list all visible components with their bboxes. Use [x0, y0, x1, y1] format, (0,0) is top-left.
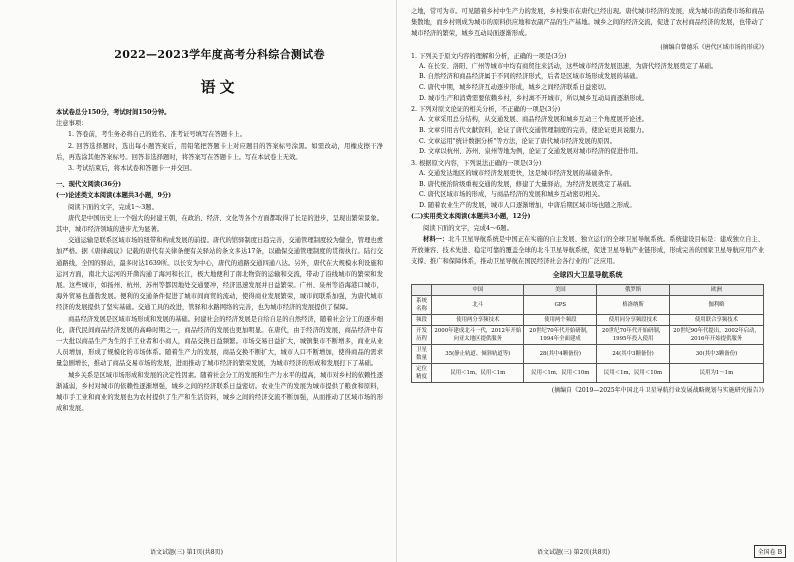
passage-paragraph: 城乡关系是区域市场形成和发展的决定性因素。随着社会分工的发展和生产力水平的提高，城市对乡村的依赖性逐渐减弱，乡村对城市的依赖性逐渐增强，城乡之间的经济联系日益密切。农业生产的发展为城市提供了粮食和原料，城市手工业和商业的发展也为农村提供了生产和生活资料，城乡之间的经济交流不断加强，从而推动了区域市场的形成和发展。 — [56, 371, 383, 413]
answer-option: A. 交通发达地区的城市经济发展更快，这是城市经济发展的基础条件。 — [419, 169, 617, 177]
table-cell: 格洛纳斯 — [597, 296, 670, 315]
answer-option: A. 文章采用总分结构，从交通发展、商品经济发展和城乡互动三个角度展开论述。 — [419, 116, 648, 124]
reading-instruction: 阅读下面的文字，完成1～3题。 — [68, 203, 158, 211]
passage-paragraph: 商品经济发展是区域市场形成和发展的基础。封建社会的经济发展是自给自足的自然经济，随着社会分工的逐步细化，唐代民间商品经济发展的高峰时期之一，商品经济的发展也更加明显。在唐代，由于经济的发展，商品经济中有一大批以商品生产为生的手工业者和小商人，商品交换日益频繁。市场交易日益扩大，城镇集市不断增多，商业从业人员增加，形成了规模化的市场体系。随着生产力的发展，商品交换不断扩大，城市人口不断增加，使得商品的需求量急剧增长，推动了商品交易市场的发展，进而推动了城市经济的繁荣发展，为城市经济的形成和发展打下了基础。 — [56, 315, 383, 368]
subject-title: 语文 — [200, 78, 239, 96]
table-row — [412, 326, 764, 345]
exam-notice: 本试卷总分150分，考试时间150分钟。 — [56, 109, 171, 116]
table-cell: 民用＜1m，民用＜10m — [524, 364, 597, 383]
page-footer: 语文试题(三) 第1页(共8页) — [150, 549, 223, 556]
table-header-cell: 俄罗斯 — [597, 285, 670, 296]
table-cell: 定位精度 — [412, 364, 432, 383]
source-citation: (摘编自《2019—2025年中国北斗卫星导航行业发展战略规划与实施研究报告》) — [551, 387, 764, 395]
table-row — [412, 315, 764, 326]
table-header-row — [412, 285, 764, 296]
navigation-systems-table — [411, 284, 764, 383]
table-cell: 民用为1～1m — [669, 364, 763, 383]
table-cell: 20世纪70年代开始研制，1995年投入使用 — [597, 326, 670, 345]
passage-paragraph: 交通运输是联系区域市场的纽带和构成发展的前提。唐代的馆驿制度日趋完善，交通管理制度较为健全，管理也愈加严格。据《唐律疏议》记载的唐代有关律条便有关驿站的条文多达17条，以确保交通管理制度的贯彻执行。陆行交通路线，全国的驿站，最多时达1639所。以长安为中心，唐代的道路交通四通八达。另外，唐代在大规模水利设施和运河方面，南北大运河的开凿沟通了海河和长江，极大地便利了南北物资的运输和交流，带动了沿线城市的繁荣和发展。这些城市，如扬州、杭州、苏州等都因地处交通要冲，经济迅速发展并日益繁荣。广州、泉州等沿海港口城市，海外贸易也蓬勃发展。便利的交通条件促进了城市间商贸的流动，使得商业发展繁荣，城市间联系加强，为唐代城市经济的发展提供了坚实基础。交通工具的改进，管驿和水路网络的完善，也为城市经济的发展提供了保障。 — [56, 237, 383, 312]
source-citation: (摘编自曾德乐《唐代区域市场的形成》) — [660, 43, 764, 51]
table-cell: 24(其中3颗备份) — [597, 345, 670, 364]
table-cell: 使用联合享频技术 — [669, 315, 763, 326]
table-cell: 28(其中4颗备份) — [524, 345, 597, 364]
table-cell: GPS — [524, 296, 597, 315]
material-label: 材料一： — [423, 235, 449, 243]
table-caption: 全球四大卫星导航系统 — [552, 270, 623, 280]
material-paragraph: 北斗卫星导航系统是中国正在实施的自主发展、独立运行的全球卫星导航系统。系统建设目标是：建成独立自主、开放兼容、技术先进、稳定可靠的覆盖全球的北斗卫星导航系统，促进卫星导航产业链形成，形成完善的国家卫星导航应用产业支撑、推广和保障体系，推动卫星导航在国民经济社会各行业的广泛应用。 — [411, 235, 765, 266]
table-row — [412, 296, 764, 315]
table-cell: 民用＜1m，民用＜10m — [597, 364, 670, 383]
answer-option: D. 城市生产和消费需要依赖乡村，乡村离不开城市，所以城乡互动局面逐渐形成。 — [419, 94, 649, 102]
question-stem: 1. 下列关于原文内容的理解和分析，正确的一项是(3分) — [411, 52, 567, 60]
table-row — [412, 364, 764, 383]
table-header-cell — [412, 285, 432, 296]
table-cell: 使用两个频段 — [524, 315, 597, 326]
answer-option: C. 唐代中期，城乡经济互动逐步形成，城乡之间经济联系日益密切。 — [419, 84, 611, 91]
answer-option: B. 自然经济和商品经济属于不同的经济形式，后者是区域市场形成发展的基础。 — [419, 73, 642, 81]
exam-title: 2022—2023学年度高考分科综合测试卷 — [114, 48, 325, 61]
table-row — [412, 345, 764, 364]
question-stem: 3. 根据原文内容，下列说法正确的一项是(3分) — [411, 159, 542, 167]
answer-option: D. 文章以杭州、苏州、泉州等地为例，论证了交通发展对城市经济的促进作用。 — [419, 148, 642, 156]
answer-option: A. 在长安、洛阳、广州等城市中均有商贸往来活动，这些城市经济发展迅速，为唐代经济发展奠定了基础。 — [419, 62, 718, 70]
reading-instruction: 阅读下面的文字，完成4～6题。 — [423, 224, 513, 232]
table-cell: 20世纪70年代开始研制，1994年全面建成 — [524, 326, 597, 345]
table-cell: 民用＜1m，民用＜1m — [432, 364, 524, 383]
table-cell: 卫星数量 — [412, 345, 432, 364]
subsection-heading: (一)论述类文本阅读(本题共3小题，9分) — [56, 192, 172, 200]
answer-option: C. 唐代区域市场的形成，与商品经济的发展和城乡互动密切相关。 — [419, 191, 604, 199]
passage-paragraph: 之地，常可为市。可见随着乡村中生产力的发展，乡村集市在唐代已经出现。唐代城市经济的发展，成为城市的消费市场和商品集散地，而乡村则成为城市的原料供应地和农副产品的生产基地。城乡之间的经济交流，促进了农村商品经济的发展，也带动了城市经济的繁荣，城乡互动局面逐渐形成。 — [411, 8, 764, 38]
table-cell: 使用两分享频技术 — [432, 315, 524, 326]
right-page — [397, 0, 794, 562]
answer-option: B. 唐代统治阶级重视交通的发展，修建了大量驿站，为经济发展奠定了基础。 — [419, 180, 636, 188]
table-cell: 频段 — [412, 315, 432, 326]
table-cell: 系统名称 — [412, 296, 432, 315]
table-cell: 开发历程 — [412, 326, 432, 345]
answer-option: C. 文章运用"统计数据分析"等方法，论证了唐代城市经济发展的原因。 — [419, 137, 616, 145]
rules-heading: 注意事项： — [56, 120, 88, 128]
table-cell: 35(静止轨道、倾斜轨道等) — [432, 345, 524, 364]
table-header-cell: 美国 — [524, 285, 597, 296]
answer-option: D. 随着农业生产的发展，城市人口逐渐增加，中唐后期区域市场也随之形成。 — [419, 201, 636, 209]
passage-paragraph: 唐代是中国历史上一个强大的封建王朝，在政治、经济、文化等各个方面都取得了长足的进步，呈现出繁荣景象。其中，城市经济领域的进步尤为显著。 — [56, 214, 383, 234]
table-cell: 伽利略 — [669, 296, 763, 315]
edition-badge: 全国卷 B — [754, 545, 786, 558]
table-header-cell: 欧洲 — [669, 285, 763, 296]
section-heading: 一、现代文阅读(36分) — [56, 181, 122, 189]
table-header-cell: 中国 — [432, 285, 524, 296]
rule-item: 1. 答卷前，考生务必将自己的姓名、准考证号填写在答题卡上。 — [68, 131, 247, 139]
table-cell: 使用同分享频段技术 — [597, 315, 670, 326]
rule-item: 2. 回答选择题时，选出每小题答案后，用铅笔把答题卡上对应题目的答案标号涂黑。如需改动，用橡皮擦干净后，再选涂其他答案标号。回答非选择题时，将答案写在答题卡上。写在本试卷上无效。 — [56, 142, 383, 161]
table-cell: 20世纪90年代提出，2002年启动，2016年开始提供服务 — [669, 326, 763, 345]
table-cell: 北斗 — [432, 296, 524, 315]
table-cell: 30(其中3颗备份) — [669, 345, 763, 364]
question-stem: 2. 下列对原文论证的相关分析，不正确的一项是(3分) — [411, 106, 561, 114]
subsection-heading: (二)实用类文本阅读(本题共3小题，12分) — [411, 213, 531, 221]
page-footer: 语文试题(三) 第2页(共8页) — [537, 549, 610, 556]
rule-item: 3. 考试结束后，将本试卷和答题卡一并交回。 — [68, 165, 196, 173]
answer-option: B. 文章引用古代文献资料，论证了唐代交通管理制度的完善，使论证更具说服力。 — [419, 126, 649, 134]
table-cell: 2000年建成北斗一代，2012年开始向亚太地区提供服务 — [432, 326, 524, 345]
